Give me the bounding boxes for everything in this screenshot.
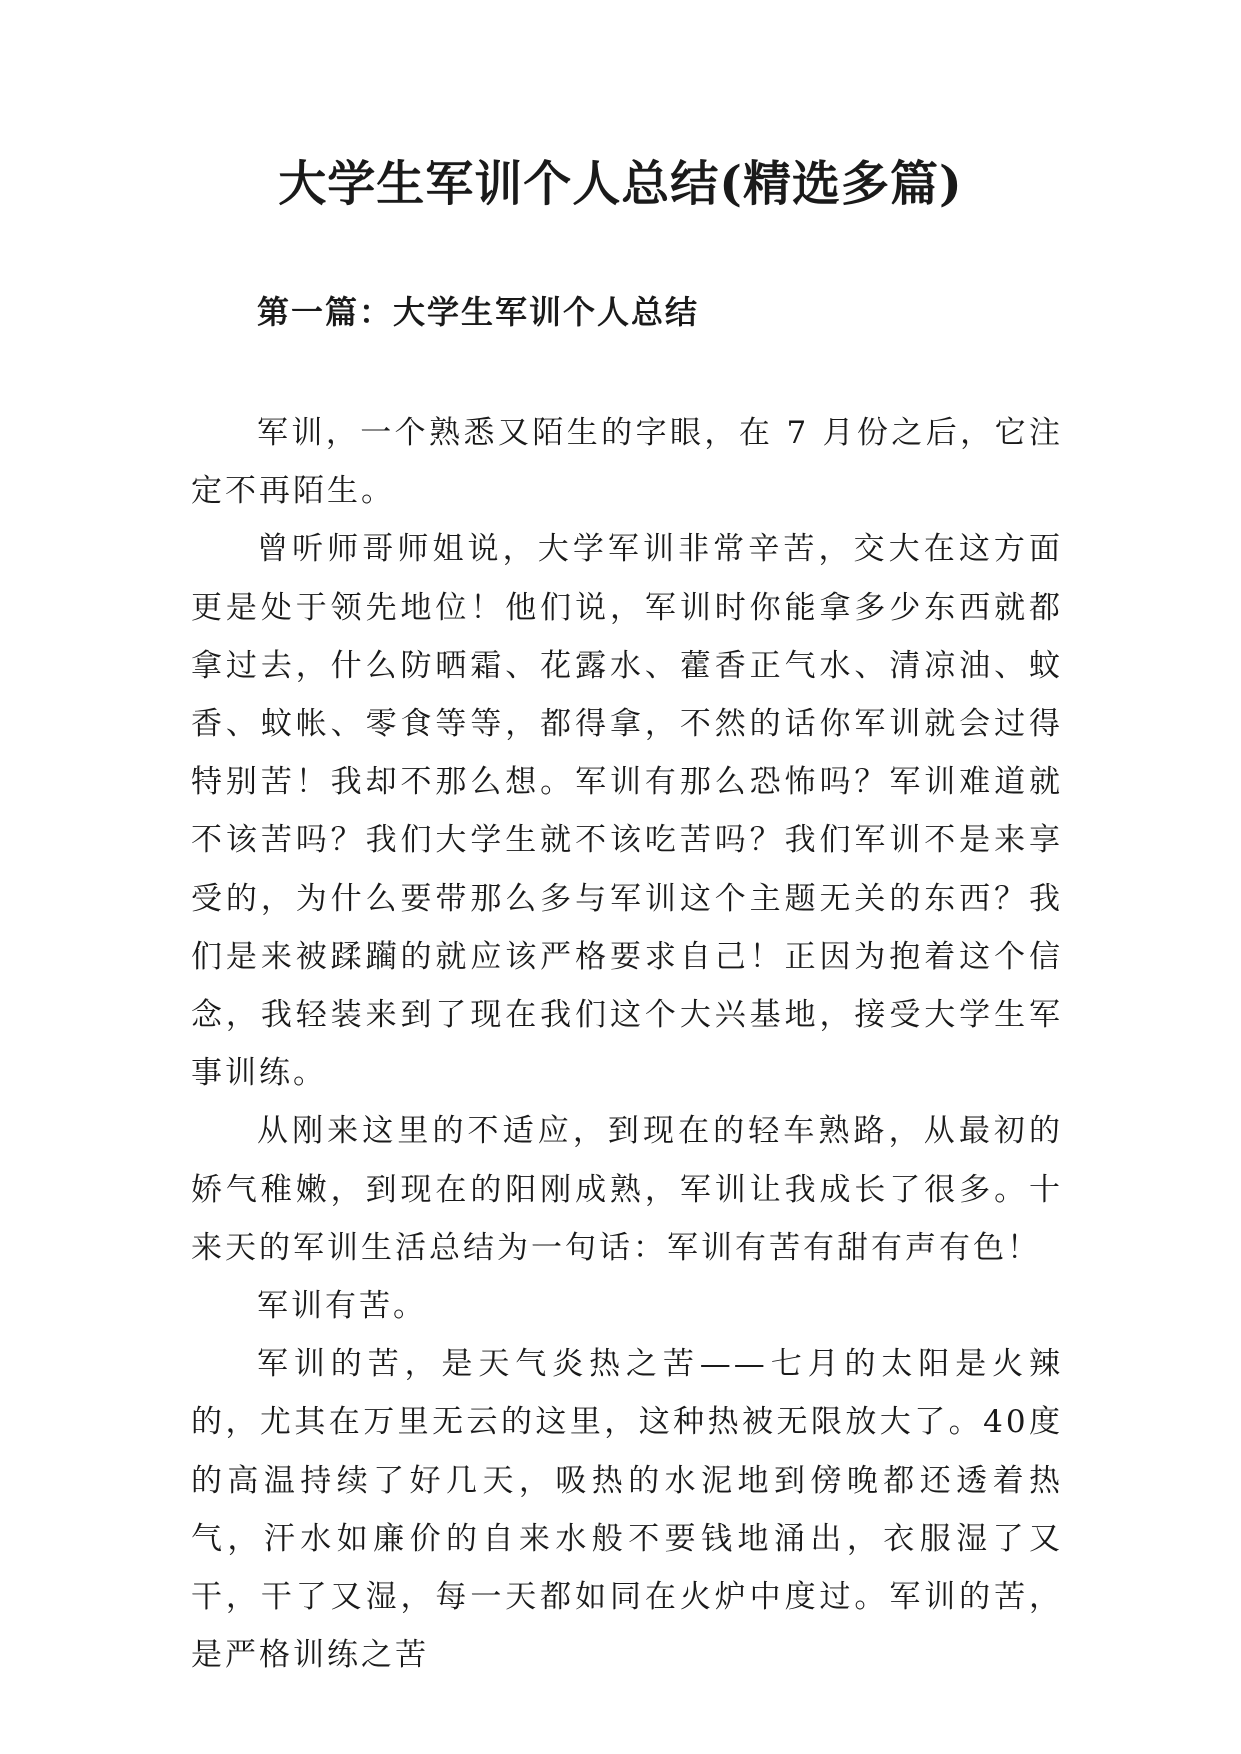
document-title: 大学生军训个人总结(精选多篇) bbox=[278, 156, 963, 212]
document-body bbox=[191, 404, 1063, 1684]
paragraph: 军训有苦。 bbox=[257, 1288, 427, 1325]
paragraph: 军训的苦，是天气炎热之苦——七月的太阳是火辣的，尤其在万里无云的这里，这种热被无限放大了。40度的高温持续了好几天，吸热的水泥地到傍晚都还透着热气，汗水如廉价的自来水般不要钱地涌出，衣服湿了又干，干了又湿，每一天都如同在火炉中度过。军训的苦，是严格训练之苦 bbox=[191, 1346, 1063, 1674]
paragraph: 从刚来这里的不适应，到现在的轻车熟路，从最初的娇气稚嫩，到现在的阳刚成熟，军训让我成长了很多。十来天的军训生活总结为一句话：军训有苦有甜有声有色！ bbox=[191, 1113, 1063, 1266]
paragraph: 军训，一个熟悉又陌生的字眼，在 7 月份之后，它注定不再陌生。 bbox=[191, 415, 1063, 510]
section-heading: 第一篇：大学生军训个人总结 bbox=[257, 293, 700, 331]
paragraph: 曾听师哥师姐说，大学军训非常辛苦，交大在这方面更是处于领先地位！他们说，军训时你能拿多少东西就都拿过去，什么防晒霜、花露水、藿香正气水、清凉油、蚊香、蚊帐、零食等等，都得拿，不然的话你军训就会过得特别苦！我却不那么想。军训有那么恐怖吗？军训难道就不该苦吗？我们大学生就不该吃苦吗？我们军训不是来享受的，为什么要带那么多与军训这个主题无关的东西？我们是来被蹂躏的就应该严格要求自己！正因为抱着这个信念，我轻装来到了现在我们这个大兴基地，接受大学生军事训练。 bbox=[191, 531, 1063, 1092]
